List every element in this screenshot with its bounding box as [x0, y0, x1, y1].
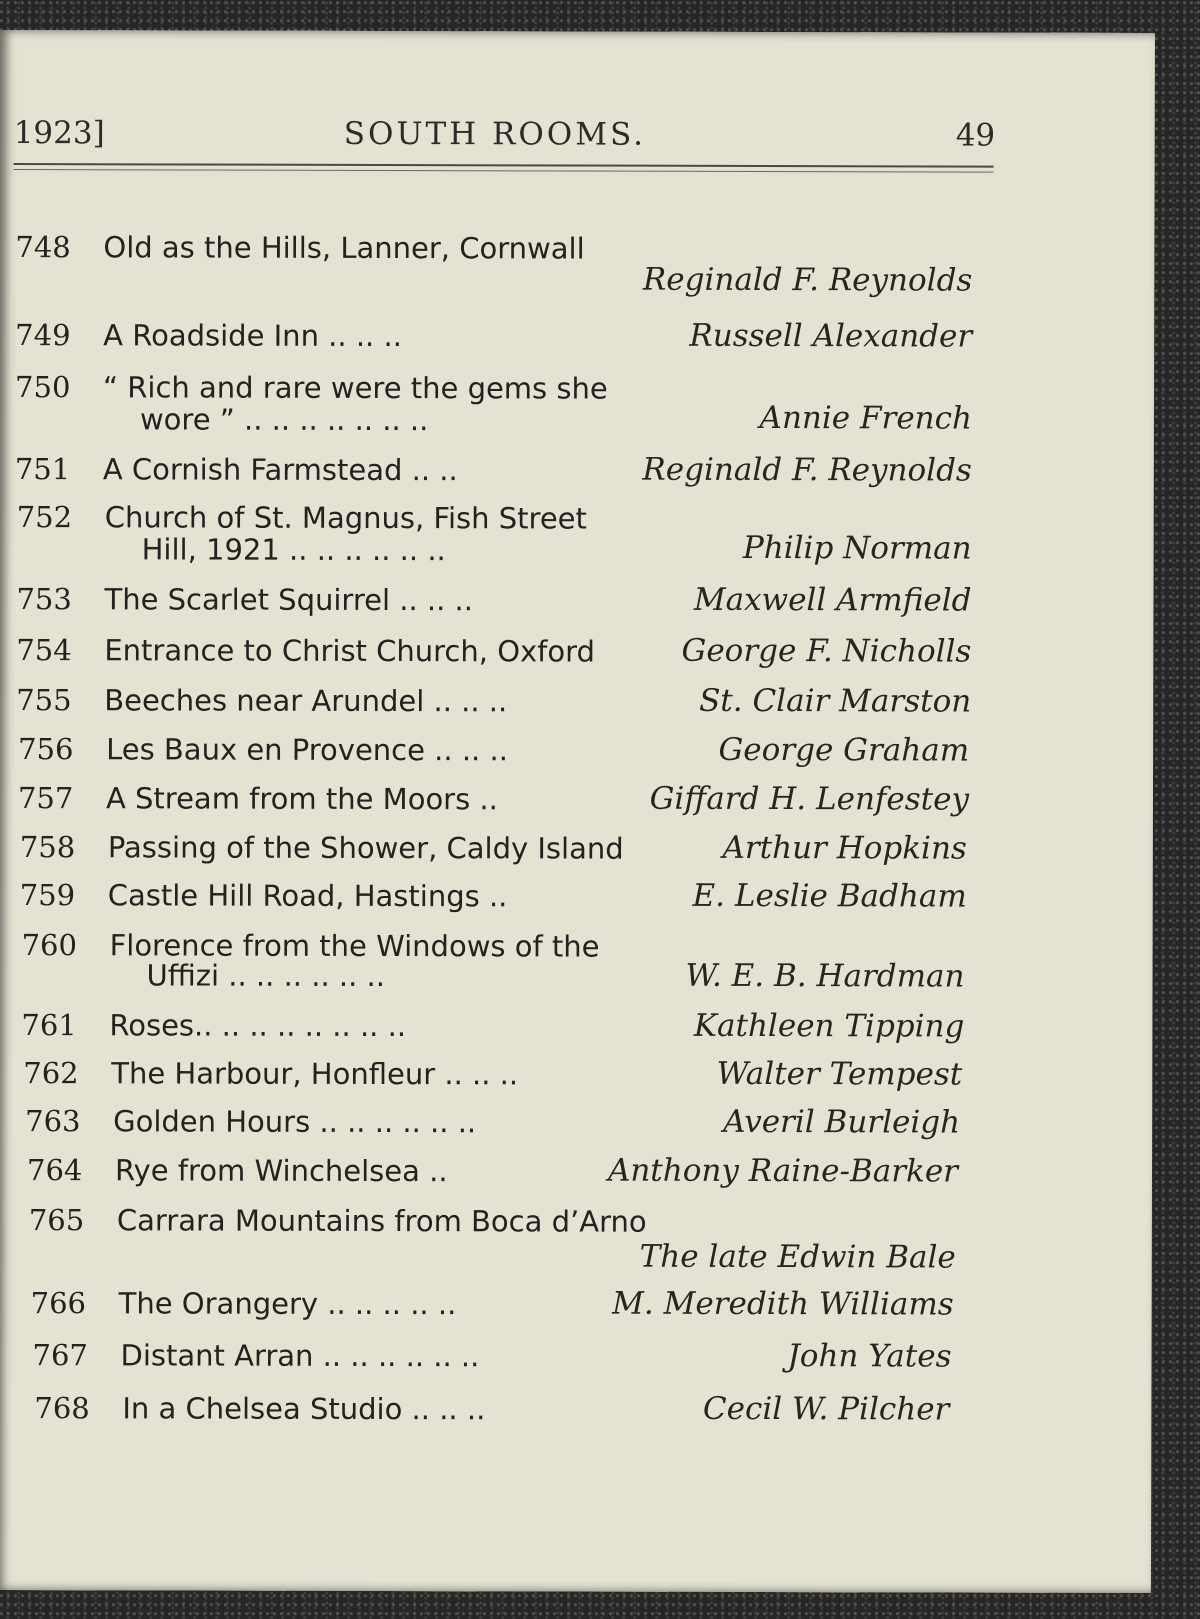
- entry-title: Beeches near Arundel .. .. ..: [104, 683, 508, 719]
- entry-title: In a Chelsea Studio .. .. ..: [122, 1391, 486, 1427]
- entry-number: 748: [15, 230, 71, 265]
- entry-title-continued: Uffizi .. .. .. .. .. ..: [146, 958, 386, 994]
- entry-title-continued: Hill, 1921 .. .. .. .. .. ..: [141, 532, 446, 568]
- entry-number: 750: [15, 370, 71, 405]
- entry-artist: Giffard H. Lenfestey: [649, 780, 970, 818]
- entry-artist: The late Edwin Bale: [639, 1238, 956, 1276]
- entry-title: Rye from Winchelsea ..: [114, 1153, 448, 1189]
- entry-title: The Harbour, Honfleur .. .. ..: [111, 1056, 519, 1092]
- entry-number: 767: [32, 1338, 88, 1373]
- entry-title: Old as the Hills, Lanner, Cornwall: [103, 230, 585, 266]
- entry-title: Carrara Mountains from Boca d’Arno: [116, 1203, 647, 1239]
- entry-artist: Maxwell Armfield: [693, 581, 972, 619]
- entry-artist: Philip Norman: [742, 529, 972, 567]
- entry-number: 768: [34, 1391, 90, 1426]
- entry-title: “ Rich and rare were the gems she: [103, 370, 608, 406]
- entry-number: 756: [18, 732, 74, 767]
- entry-number: 765: [28, 1203, 85, 1238]
- entry-artist: W. E. B. Hardman: [685, 957, 965, 995]
- entry-title: Entrance to Christ Church, Oxford: [104, 633, 596, 669]
- entry-title: Florence from the Windows of the: [109, 928, 600, 964]
- catalogue-entry: [15, 370, 972, 443]
- entry-artist: Kathleen Tipping: [693, 1007, 965, 1045]
- entry-artist: Arthur Hopkins: [722, 829, 967, 867]
- entry-title: Church of St. Magnus, Fish Street: [104, 500, 587, 536]
- entry-title: Les Baux en Provence .. .. ..: [106, 732, 508, 768]
- entry-number: 754: [16, 633, 72, 668]
- header-year: 1923]: [13, 115, 105, 152]
- entry-artist: Russell Alexander: [689, 317, 973, 355]
- entry-artist: St. Clair Marston: [699, 682, 972, 720]
- header-title: SOUTH ROOMS.: [343, 115, 647, 153]
- catalogue-entry: [34, 1391, 949, 1463]
- entry-artist: E. Leslie Badham: [692, 877, 967, 915]
- entry-title: Distant Arran .. .. .. .. .. ..: [120, 1338, 480, 1374]
- entry-title: A Stream from the Moors ..: [105, 781, 498, 817]
- entry-number: 759: [19, 878, 76, 913]
- entry-artist: M. Meredith Williams: [612, 1285, 954, 1323]
- entry-title: The Scarlet Squirrel .. .. ..: [104, 582, 474, 618]
- catalogue-page: [0, 30, 1155, 1593]
- header-page-number: 49: [955, 117, 996, 154]
- entry-number: 761: [21, 1008, 77, 1043]
- entry-number: 760: [21, 928, 78, 963]
- entry-title: Golden Hours .. .. .. .. .. ..: [113, 1104, 477, 1140]
- entry-number: 753: [16, 582, 72, 617]
- entry-title-continued: wore ” .. .. .. .. .. .. ..: [139, 402, 429, 438]
- entry-number: 755: [16, 683, 72, 718]
- entry-title: A Cornish Farmstead .. ..: [102, 452, 458, 488]
- entry-title: Castle Hill Road, Hastings ..: [107, 878, 508, 914]
- entry-artist: George F. Nicholls: [681, 632, 972, 670]
- catalogue-entry: [17, 500, 972, 572]
- entry-artist: Cecil W. Pilcher: [702, 1390, 950, 1428]
- catalogue-entry: [29, 1203, 956, 1275]
- entry-artist: Averil Burleigh: [723, 1103, 961, 1141]
- entry-number: 763: [25, 1104, 81, 1139]
- entry-artist: George Graham: [718, 731, 970, 769]
- entry-title: Roses.. .. .. .. .. .. .. ..: [109, 1008, 407, 1044]
- entry-number: 757: [17, 781, 74, 816]
- entry-number: 762: [23, 1056, 79, 1091]
- entry-number: 749: [15, 318, 71, 353]
- entry-title: A Roadside Inn .. .. ..: [103, 318, 402, 354]
- catalogue-entry: [21, 928, 964, 1000]
- entry-number: 766: [30, 1286, 87, 1321]
- entry-artist: Annie French: [759, 399, 973, 437]
- entry-number: 752: [16, 500, 73, 535]
- entry-artist: Reginald F. Reynolds: [642, 261, 973, 299]
- entry-number: 764: [26, 1153, 83, 1188]
- entry-number: 758: [19, 830, 76, 865]
- entry-title: The Orangery .. .. .. .. ..: [118, 1286, 457, 1322]
- entry-number: 751: [14, 452, 71, 487]
- entry-artist: Reginald F. Reynolds: [642, 451, 972, 489]
- entry-title: Passing of the Shower, Caldy Island: [107, 830, 624, 866]
- entry-artist: John Yates: [787, 1338, 952, 1375]
- header-rule-thin: [14, 169, 994, 173]
- entry-artist: Anthony Raine-Barker: [607, 1152, 959, 1190]
- entry-artist: Walter Tempest: [716, 1055, 963, 1093]
- catalogue-entry: [15, 230, 972, 303]
- page-header: [14, 115, 994, 168]
